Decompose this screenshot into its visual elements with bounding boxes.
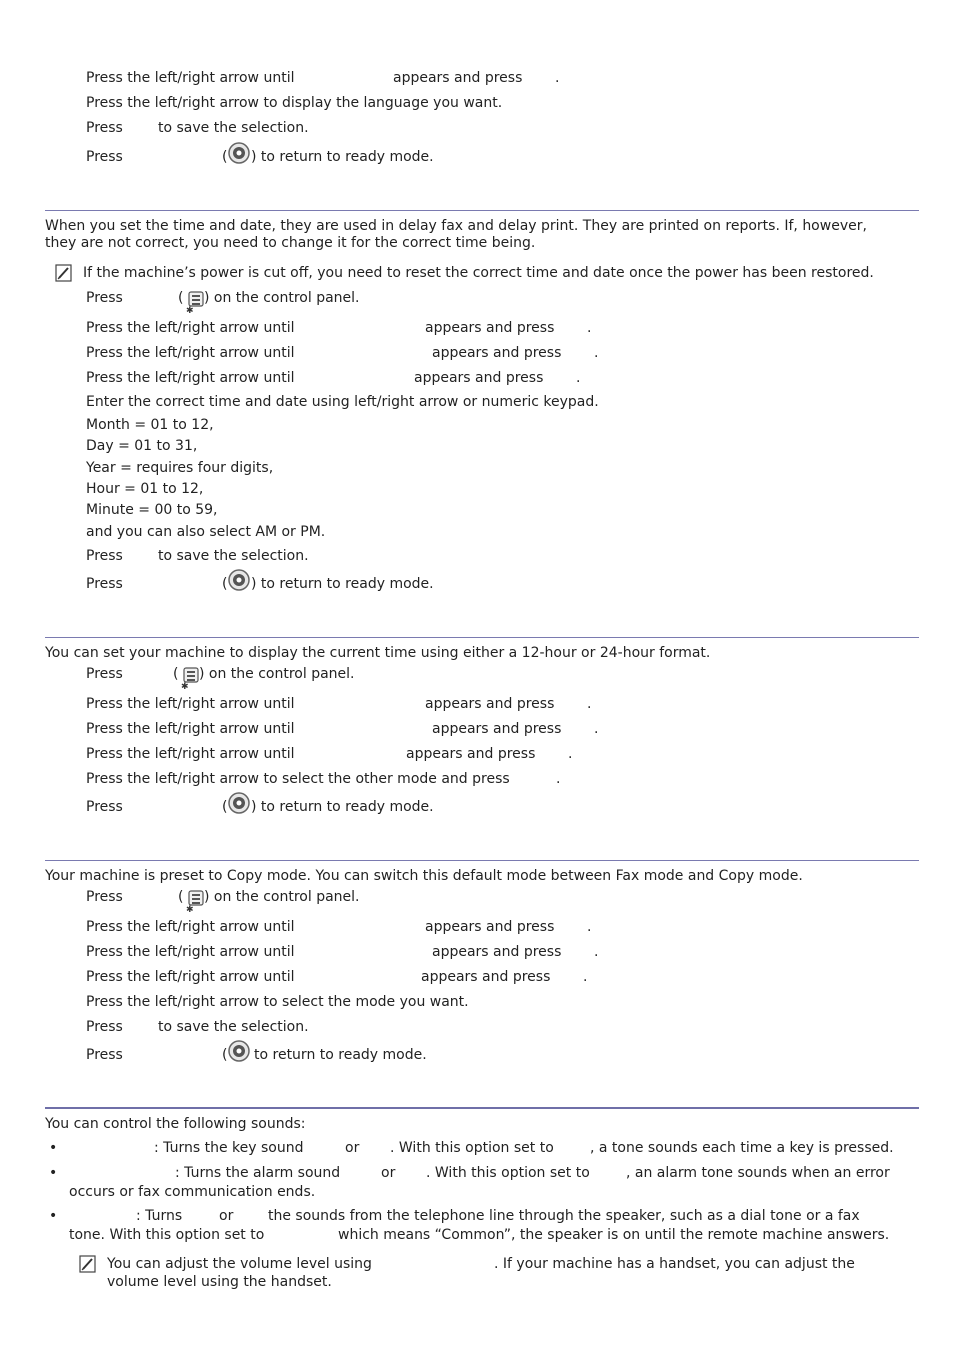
clock-step4-appears: appears and press bbox=[406, 746, 536, 762]
sounds-speaker-result: which means “Common”, the speaker is on until the remote machine answers. bbox=[338, 1227, 890, 1243]
stop-clear-icon bbox=[228, 792, 250, 814]
note-icon bbox=[79, 1255, 97, 1273]
stop-clear-icon bbox=[228, 142, 250, 164]
defmode-step6-save: to save the selection. bbox=[158, 1019, 309, 1035]
datetime-step1-paren: ( bbox=[178, 290, 184, 306]
sounds-note-line2: volume level using the handset. bbox=[107, 1274, 332, 1290]
stop-clear-icon bbox=[228, 569, 250, 591]
menu-icon bbox=[179, 666, 201, 690]
defmode-step1-paren: ( bbox=[178, 889, 184, 905]
sounds-intro: You can control the following sounds: bbox=[45, 1116, 306, 1132]
datetime-step5-text: Enter the correct time and date using left/right arrow or numeric keypad. bbox=[86, 394, 599, 410]
sounds-alarm-result: , an alarm tone sounds when an error bbox=[626, 1165, 890, 1181]
defmode-step6-press: Press bbox=[86, 1019, 123, 1035]
datetime-step2-text: Press the left/right arrow until bbox=[86, 320, 295, 336]
lang-step1-appears: appears and press bbox=[393, 70, 523, 86]
defmode-step2-period: . bbox=[587, 919, 592, 935]
section-divider bbox=[45, 1107, 919, 1109]
datetime-range-day: Day = 01 to 31, bbox=[86, 438, 198, 454]
defmode-step2-appears: appears and press bbox=[425, 919, 555, 935]
stop-clear-icon bbox=[228, 1040, 250, 1062]
sounds-speaker-text: the sounds from the telephone line through the speaker, such as a dial tone or a fax bbox=[268, 1208, 860, 1224]
defmode-step4-appears: appears and press bbox=[421, 969, 551, 985]
defmode-step4-period: . bbox=[583, 969, 588, 985]
svg-text:✱: ✱ bbox=[186, 905, 194, 913]
datetime-intro-line1: When you set the time and date, they are used in delay fax and delay print. They are printed on reports. If, however, bbox=[45, 218, 867, 234]
defmode-step4-text: Press the left/right arrow until bbox=[86, 969, 295, 985]
clock-step6-press: Press bbox=[86, 799, 123, 815]
defmode-step3-period: . bbox=[594, 944, 599, 960]
datetime-step6-save: to save the selection. bbox=[158, 548, 309, 564]
datetime-range-year: Year = requires four digits, bbox=[86, 460, 274, 476]
defmode-step2-text: Press the left/right arrow until bbox=[86, 919, 295, 935]
clock-intro: You can set your machine to display the current time using either a 12-hour or 24-hour format. bbox=[45, 645, 711, 661]
clock-step4-text: Press the left/right arrow until bbox=[86, 746, 295, 762]
datetime-step1-press: Press bbox=[86, 290, 123, 306]
lang-step3-save: to save the selection. bbox=[158, 120, 309, 136]
datetime-intro-line2: they are not correct, you need to change it for the correct time being. bbox=[45, 235, 536, 251]
datetime-step2-appears: appears and press bbox=[425, 320, 555, 336]
clock-step5-period: . bbox=[556, 771, 561, 787]
bullet-marker: • bbox=[49, 1140, 58, 1156]
datetime-range-ampm: and you can also select AM or PM. bbox=[86, 524, 326, 540]
datetime-step1-control: ) on the control panel. bbox=[204, 290, 360, 306]
svg-text:✱: ✱ bbox=[181, 682, 189, 690]
sounds-alarm-desc: : Turns the alarm sound bbox=[175, 1165, 341, 1181]
datetime-range-hour: Hour = 01 to 12, bbox=[86, 481, 204, 497]
sounds-speaker-or: or bbox=[219, 1208, 234, 1224]
defmode-step1-control: ) on the control panel. bbox=[204, 889, 360, 905]
menu-icon bbox=[184, 290, 206, 314]
sounds-speaker-option: tone. With this option set to bbox=[69, 1227, 265, 1243]
lang-step1-text: Press the left/right arrow until bbox=[86, 70, 295, 86]
datetime-step3-appears: appears and press bbox=[432, 345, 562, 361]
datetime-range-month: Month = 01 to 12, bbox=[86, 417, 214, 433]
section-divider bbox=[45, 860, 919, 861]
lang-step4-press: Press bbox=[86, 149, 123, 165]
bullet-marker: • bbox=[49, 1208, 58, 1224]
defmode-step3-appears: appears and press bbox=[432, 944, 562, 960]
clock-step1-paren: ( bbox=[173, 666, 179, 682]
datetime-step3-text: Press the left/right arrow until bbox=[86, 345, 295, 361]
lang-step3-press: Press bbox=[86, 120, 123, 136]
defmode-step7-return: to return to ready mode. bbox=[254, 1047, 427, 1063]
clock-step6-return: ) to return to ready mode. bbox=[251, 799, 434, 815]
clock-step6-paren: ( bbox=[222, 799, 228, 815]
sounds-speaker-desc: : Turns bbox=[136, 1208, 183, 1224]
section-divider bbox=[45, 210, 919, 211]
clock-step3-period: . bbox=[594, 721, 599, 737]
clock-step2-period: . bbox=[587, 696, 592, 712]
sounds-alarm-option: . With this option set to bbox=[426, 1165, 590, 1181]
sounds-key-desc: : Turns the key sound bbox=[154, 1140, 304, 1156]
datetime-step4-text: Press the left/right arrow until bbox=[86, 370, 295, 386]
clock-step2-appears: appears and press bbox=[425, 696, 555, 712]
clock-step1-control: ) on the control panel. bbox=[199, 666, 355, 682]
sounds-alarm-result-cont: occurs or fax communication ends. bbox=[69, 1184, 316, 1200]
defmode-step7-press: Press bbox=[86, 1047, 123, 1063]
svg-text:✱: ✱ bbox=[186, 306, 194, 314]
sounds-key-option: . With this option set to bbox=[390, 1140, 554, 1156]
clock-step1-press: Press bbox=[86, 666, 123, 682]
defmode-step7-paren: ( bbox=[222, 1047, 228, 1063]
bullet-marker: • bbox=[49, 1165, 58, 1181]
datetime-step4-appears: appears and press bbox=[414, 370, 544, 386]
clock-step5-text: Press the left/right arrow to select the other mode and press bbox=[86, 771, 510, 787]
datetime-step2-period: . bbox=[587, 320, 592, 336]
sounds-alarm-or: or bbox=[381, 1165, 396, 1181]
menu-icon bbox=[184, 889, 206, 913]
sounds-key-result: , a tone sounds each time a key is pressed. bbox=[590, 1140, 894, 1156]
clock-step3-text: Press the left/right arrow until bbox=[86, 721, 295, 737]
datetime-step7-press: Press bbox=[86, 576, 123, 592]
lang-step2-text: Press the left/right arrow to display the language you want. bbox=[86, 95, 503, 111]
defmode-step1-press: Press bbox=[86, 889, 123, 905]
datetime-step4-period: . bbox=[576, 370, 581, 386]
lang-step4-return: ) to return to ready mode. bbox=[251, 149, 434, 165]
defmode-step3-text: Press the left/right arrow until bbox=[86, 944, 295, 960]
datetime-step6-press: Press bbox=[86, 548, 123, 564]
note-icon bbox=[55, 264, 73, 282]
datetime-step3-period: . bbox=[594, 345, 599, 361]
defmode-intro: Your machine is preset to Copy mode. You can switch this default mode between Fax mode and Copy mode. bbox=[45, 868, 803, 884]
datetime-note: If the machine’s power is cut off, you need to reset the correct time and date once the power has been restored. bbox=[83, 265, 874, 281]
clock-step2-text: Press the left/right arrow until bbox=[86, 696, 295, 712]
datetime-step7-return: ) to return to ready mode. bbox=[251, 576, 434, 592]
lang-step1-period: . bbox=[555, 70, 560, 86]
sounds-key-or: or bbox=[345, 1140, 360, 1156]
datetime-range-minute: Minute = 00 to 59, bbox=[86, 502, 218, 518]
lang-step4-paren: ( bbox=[222, 149, 228, 165]
datetime-step7-paren: ( bbox=[222, 576, 228, 592]
clock-step4-period: . bbox=[568, 746, 573, 762]
sounds-note-line1b: . If your machine has a handset, you can adjust the bbox=[494, 1256, 855, 1272]
section-divider bbox=[45, 637, 919, 638]
clock-step3-appears: appears and press bbox=[432, 721, 562, 737]
sounds-note-line1a: You can adjust the volume level using bbox=[107, 1256, 372, 1272]
defmode-step5-text: Press the left/right arrow to select the mode you want. bbox=[86, 994, 469, 1010]
